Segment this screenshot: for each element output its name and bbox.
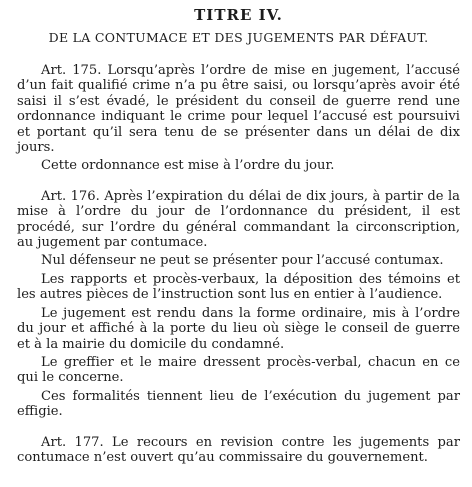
section-title: TITRE IV. [194,6,283,24]
article-177: Art. 177. Le recours en revision contre les jugements par contumace n’est ouvert qu’au commissaire du gouvernement. [17,434,460,465]
article-176: Art. 176. Après l’expiration du délai de dix jours, à partir de la mise à l’ordre du jour de l’ordonnance du président, il est procédé, sur l’ordre du général commandant la circonscription, au jugement par contumace. [17,188,460,251]
article-176-paragraph-3: Les rapports et procès-verbaux, la déposition des témoins et les autres pièces de l’instruction sont lus en entier à l’audience. [17,271,460,303]
article-175-paragraph-2: Cette ordonnance est mise à l’ordre du jour. [41,158,335,174]
section-subtitle: DE LA CONTUMACE ET DES JUGEMENTS PAR DÉFAUT. [48,30,429,45]
article-176-paragraph-5: Le greffier et le maire dressent procès-verbal, chacun en ce qui le concerne. [17,354,460,386]
article-175: Art. 175. Lorsqu’après l’ordre de mise en jugement, l’accusé d’un fait qualifié crime n’a pu être saisi, ou lorsqu’après avoir été saisi il s’est évadé, le président du conseil de guerre rend une ordonnance indiquant le crime pour lequel l’accusé est poursuivi et portant qu’il sera tenu de se présenter dans un délai de dix jours. [17,63,460,156]
article-176-paragraph-6: Ces formalités tiennent lieu de l’exécution du jugement par effigie. [17,388,460,420]
article-176-paragraph-2: Nul défenseur ne peut se présenter pour l’accusé contumax. [41,253,444,269]
article-176-paragraph-4: Le jugement est rendu dans la forme ordinaire, mis à l’ordre du jour et affiché à la porte du lieu où siège le conseil de guerre et à la mairie du domicile du condamné. [17,305,460,352]
